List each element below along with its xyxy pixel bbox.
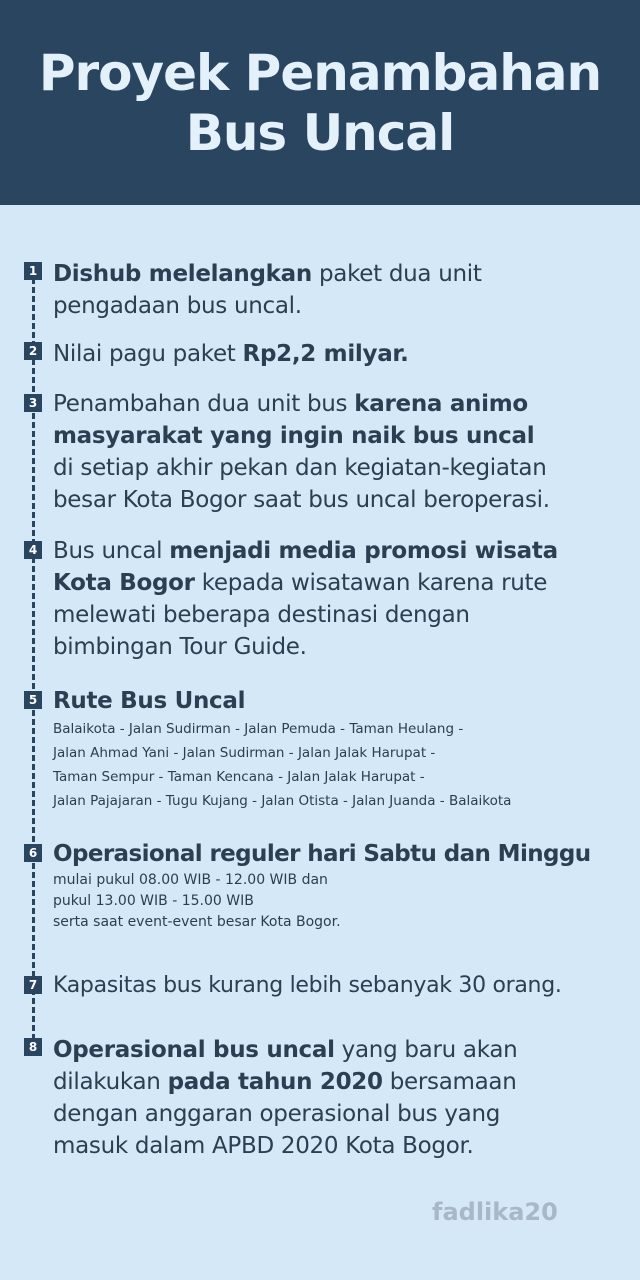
number-badge: 2: [24, 342, 42, 360]
number-badge: 4: [24, 541, 42, 559]
item-text: Kapasitas bus kurang lebih sebanyak 30 orang.: [53, 973, 562, 998]
number-badge: 6: [24, 844, 42, 862]
route-title: Rute Bus Uncal: [53, 688, 246, 714]
schedule-title: Operasional reguler hari Sabtu dan Minggu: [53, 841, 591, 867]
schedule-line: mulai pukul 08.00 WIB - 12.00 WIB dan: [53, 872, 328, 888]
timeline-dashed-line: [32, 278, 35, 1040]
schedule-line: serta saat event-event besar Kota Bogor.: [53, 914, 341, 930]
number-badge: 3: [24, 394, 42, 412]
item-text: Nilai pagu paket Rp2,2 milyar.: [53, 341, 409, 367]
number-badge: 5: [24, 691, 42, 709]
title-line-1: Proyek Penambahan: [38, 43, 602, 102]
item-text: Penambahan dua unit bus karena animo masyarakat yang ingin naik bus uncal di setiap akhir pekan dan kegiatan-kegiatan besar Kota Bogor saat bus uncal beroperasi.: [53, 391, 550, 513]
header-banner: [0, 0, 640, 205]
item-text: Dishub melelangkan paket dua unit pengadaan bus uncal.: [53, 261, 482, 319]
number-badge: 7: [24, 976, 42, 994]
item-text: [53, 838, 632, 933]
item-text: Operasional bus uncal yang baru akan dilakukan pada tahun 2020 bersamaan dengan anggaran operasional bus yang masuk dalam APBD 2020 Kota Bogor.: [53, 1037, 518, 1159]
route-line: Jalan Pajajaran - Tugu Kujang - Jalan Otista - Jalan Juanda - Balaikota: [53, 793, 512, 809]
route-line: Jalan Ahmad Yani - Jalan Sudirman - Jalan Jalak Harupat -: [53, 745, 436, 761]
number-badge: 8: [24, 1038, 42, 1056]
title-line-2: Bus Uncal: [185, 103, 455, 162]
number-badge: 1: [24, 262, 42, 280]
page-title: [39, 43, 601, 163]
route-line: Taman Sempur - Taman Kencana - Jalan Jalak Harupat -: [53, 769, 425, 785]
watermark: fadlika20: [432, 1198, 558, 1226]
item-text: [53, 685, 632, 813]
route-line: Balaikota - Jalan Sudirman - Jalan Pemuda - Taman Heulang -: [53, 721, 464, 737]
item-text: Bus uncal menjadi media promosi wisata Kota Bogor kepada wisatawan karena rute melewati beberapa destinasi dengan bimbingan Tour Guide.: [53, 538, 558, 660]
schedule-line: pukul 13.00 WIB - 15.00 WIB: [53, 893, 254, 909]
